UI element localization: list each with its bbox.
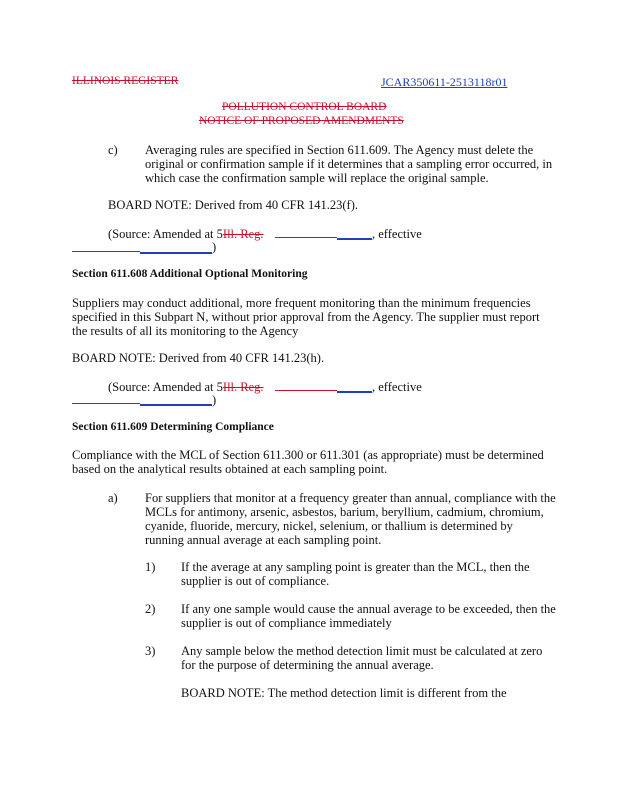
sub-item-3-line: for the purpose of determining the annual average. — [181, 658, 434, 672]
section-609-line: based on the analytical results obtained at each sampling point. — [72, 462, 388, 476]
header-notice: NOTICE OF PROPOSED AMENDMENTS — [199, 115, 404, 127]
sub-item-2-line: supplier is out of compliance immediately — [181, 616, 392, 630]
source-ill-reg: Ill. Reg. — [222, 380, 264, 394]
item-c-line: original or confirmation sample if it determines that a sampling error occurred, in — [145, 157, 553, 171]
item-c-line: which case the confirmation sample will replace the original sample. — [145, 171, 489, 185]
header-register-title: ILLINOIS REGISTER — [72, 75, 179, 87]
sub-item-2-text — [181, 602, 556, 630]
item-c-marker: c) — [108, 143, 118, 157]
item-a-line: cyanide, fluoride, mercury, nickel, selenium, or thallium is determined by — [145, 519, 513, 533]
item-a-marker: a) — [108, 491, 118, 505]
deleted-blank-line — [72, 403, 140, 404]
item-a-line: MCLs for antimony, arsenic, asbestos, barium, beryllium, cadmium, chromium, — [145, 505, 544, 519]
section-608-line: Suppliers may conduct additional, more frequent monitoring than the minimum frequencies — [72, 296, 531, 310]
source-ill-reg: Ill. Reg. — [222, 227, 264, 241]
item-a-line: running annual average at each sampling point. — [145, 533, 382, 547]
source-note-1 — [108, 227, 264, 242]
source-close: ) — [212, 240, 217, 254]
sub-item-2-line: If any one sample would cause the annual average to be exceeded, then the — [181, 602, 556, 616]
section-608-heading: Section 611.608 Additional Optional Monitoring — [72, 268, 308, 280]
item-c-line: Averaging rules are specified in Section 611.609. The Agency must delete the — [145, 143, 534, 157]
source-effective: , effective — [372, 227, 422, 241]
deleted-blank-line — [275, 237, 337, 238]
sub-item-3-marker: 3) — [145, 644, 156, 658]
inserted-blank-line — [337, 391, 372, 393]
source-prefix: (Source: Amended at 5 — [108, 380, 223, 394]
item-a-text — [145, 491, 556, 547]
item-c-text — [145, 143, 552, 185]
sub-item-1-text — [181, 560, 530, 588]
sub-item-1-line: If the average at any sampling point is greater than the MCL, then the — [181, 560, 530, 574]
section-608-paragraph — [72, 296, 540, 338]
board-note-609: BOARD NOTE: The method detection limit is different from the — [181, 686, 507, 700]
section-609-heading: Section 611.609 Determining Compliance — [72, 421, 274, 433]
section-608-line: the results of all its monitoring to the Agency — [72, 324, 299, 338]
header-jcar-code: JCAR350611-2513118r01 — [381, 75, 508, 89]
inserted-blank-line — [337, 238, 372, 240]
source-effective: , effective — [372, 380, 422, 394]
header-agency: POLLUTION CONTROL BOARD — [222, 101, 387, 113]
source-close: ) — [212, 393, 217, 407]
board-note-607: BOARD NOTE: Derived from 40 CFR 141.23(f). — [108, 198, 358, 212]
section-608-line: specified in this Subpart N, without prior approval from the Agency. The supplier must report — [72, 310, 540, 324]
source-note-2 — [108, 380, 264, 395]
section-609-line: Compliance with the MCL of Section 611.300 or 611.301 (as appropriate) must be determined — [72, 448, 544, 462]
inserted-blank-line — [140, 404, 212, 406]
deleted-blank-line — [72, 251, 140, 252]
sub-item-3-text — [181, 644, 542, 672]
sub-item-3-line: Any sample below the method detection limit must be calculated at zero — [181, 644, 543, 658]
section-609-paragraph — [72, 448, 544, 476]
deleted-blank-line — [275, 390, 337, 391]
sub-item-1-marker: 1) — [145, 560, 156, 574]
item-a-line: For suppliers that monitor at a frequency greater than annual, compliance with the — [145, 491, 556, 505]
sub-item-1-line: supplier is out of compliance. — [181, 574, 330, 588]
board-note-608: BOARD NOTE: Derived from 40 CFR 141.23(h). — [72, 351, 325, 365]
inserted-blank-line — [140, 252, 212, 254]
sub-item-2-marker: 2) — [145, 602, 156, 616]
source-prefix: (Source: Amended at 5 — [108, 227, 223, 241]
